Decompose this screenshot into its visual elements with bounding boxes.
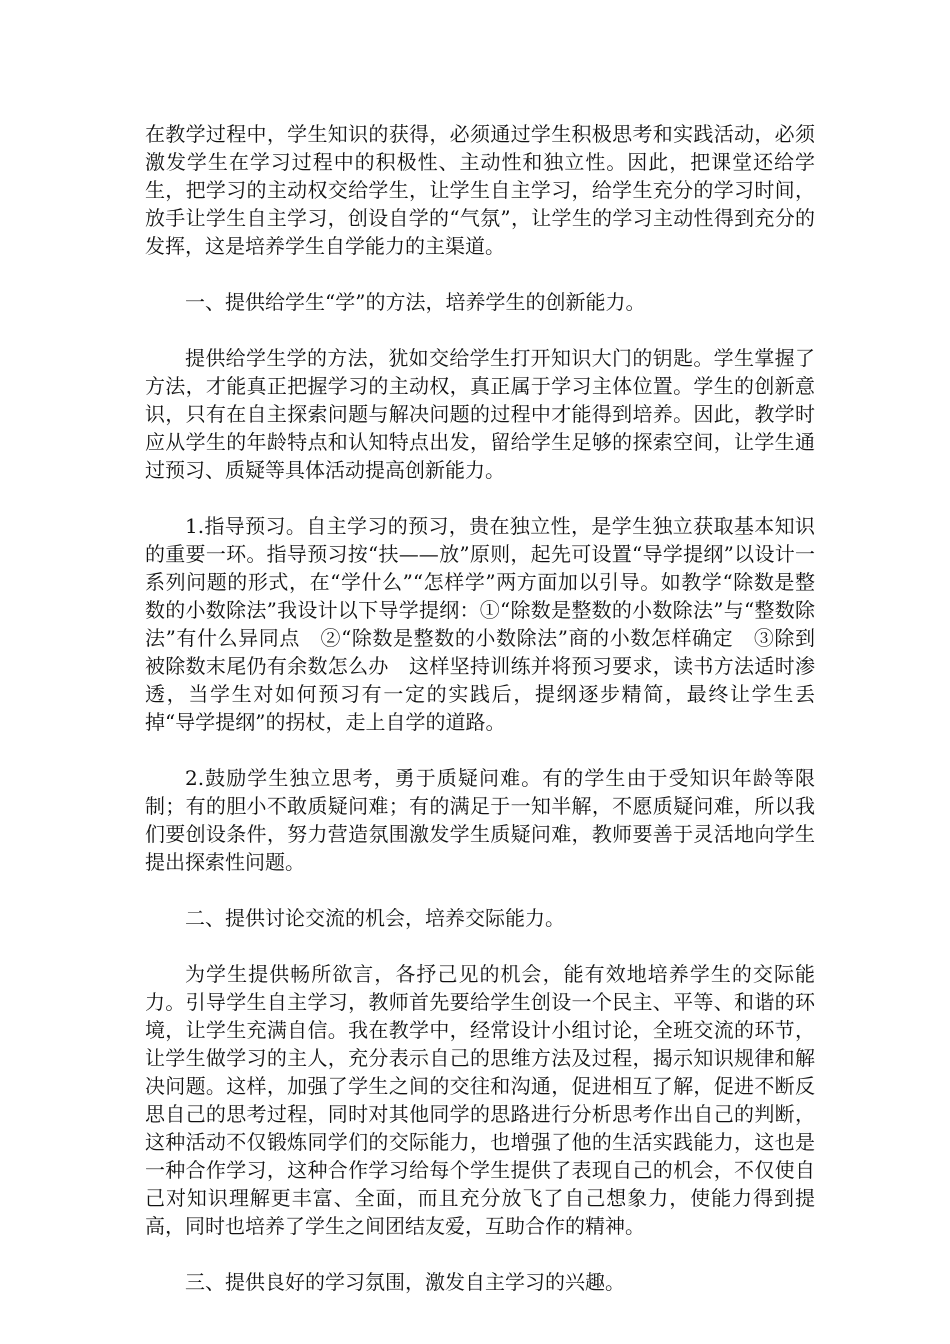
point-1-paragraph: 1.指导预习。自主学习的预习，贵在独立性，是学生独立获取基本知识的重要一环。指导预习按“扶——放”原则，起先可设置“导学提纲”以设计一系列问题的形式，在“学什么”“怎样学”两方面加以引导。如教学“除数是整数的小数除法”我设计以下导学提纲：①“除数是整数的小数除法”与“整数除法”有什么异同点 ②“除数是整数的小数除法”商的小数怎样确定 ③除到被除数末尾仍有余数怎么办 这样坚持训练并将预习要求，读书方法适时渗透，当学生对如何预习有一定的实践后，提纲逐步精简，最终让学生丢掉“导学提纲”的拐杖，走上自学的道路。 — [145, 514, 815, 734]
intro-paragraph: 在教学过程中，学生知识的获得，必须通过学生积极思考和实践活动，必须激发学生在学习过程中的积极性、主动性和独立性。因此，把课堂还给学生，把学习的主动权交给学生，让学生自主学习，给学生充分的学习时间，放手让学生自主学习，创设自学的“气氛”，让学生的学习主动性得到充分的发挥，这是培养学生自学能力的主渠道。 — [145, 122, 815, 258]
document-page — [145, 120, 815, 1324]
section-heading-1: 一、提供给学生“学”的方法，培养学生的创新能力。 — [185, 290, 646, 314]
section-1-paragraph: 提供给学生学的方法，犹如交给学生打开知识大门的钥匙。学生掌握了方法，才能真正把握学习的主动权，真正属于学习主体位置。学生的创新意识，只有在自主探索问题与解决问题的过程中才能得到培养。因此，教学时应从学生的年龄特点和认知特点出发，留给学生足够的探索空间，让学生通过预习、质疑等具体活动提高创新能力。 — [145, 346, 815, 482]
point-2-paragraph: 2.鼓励学生独立思考，勇于质疑问难。有的学生由于受知识年龄等限制；有的胆小不敢质疑问难；有的满足于一知半解，不愿质疑问难，所以我们要创设条件，努力营造氛围激发学生质疑问难，教师要善于灵活地向学生提出探索性问题。 — [145, 766, 815, 874]
section-heading-3: 三、提供良好的学习氛围，激发自主学习的兴趣。 — [185, 1270, 625, 1294]
section-2-paragraph: 为学生提供畅所欲言，各抒己见的机会，能有效地培养学生的交际能力。引导学生自主学习，教师首先要给学生创设一个民主、平等、和谐的环境，让学生充满自信。我在教学中，经常设计小组讨论，全班交流的环节，让学生做学习的主人，充分表示自己的思维方法及过程，揭示知识规律和解决问题。这样，加强了学生之间的交往和沟通，促进相互了解，促进不断反思自己的思考过程，同时对其他同学的思路进行分析思考作出自己的判断，这种活动不仅锻炼同学们的交际能力，也增强了他的生活实践能力，这也是一种合作学习，这种合作学习给每个学生提供了表现自己的机会，不仅使自己对知识理解更丰富、全面，而且充分放飞了自己想象力，使能力得到提高，同时也培养了学生之间团结友爱，互助合作的精神。 — [145, 962, 815, 1238]
section-heading-2: 二、提供讨论交流的机会，培养交际能力。 — [185, 906, 565, 930]
